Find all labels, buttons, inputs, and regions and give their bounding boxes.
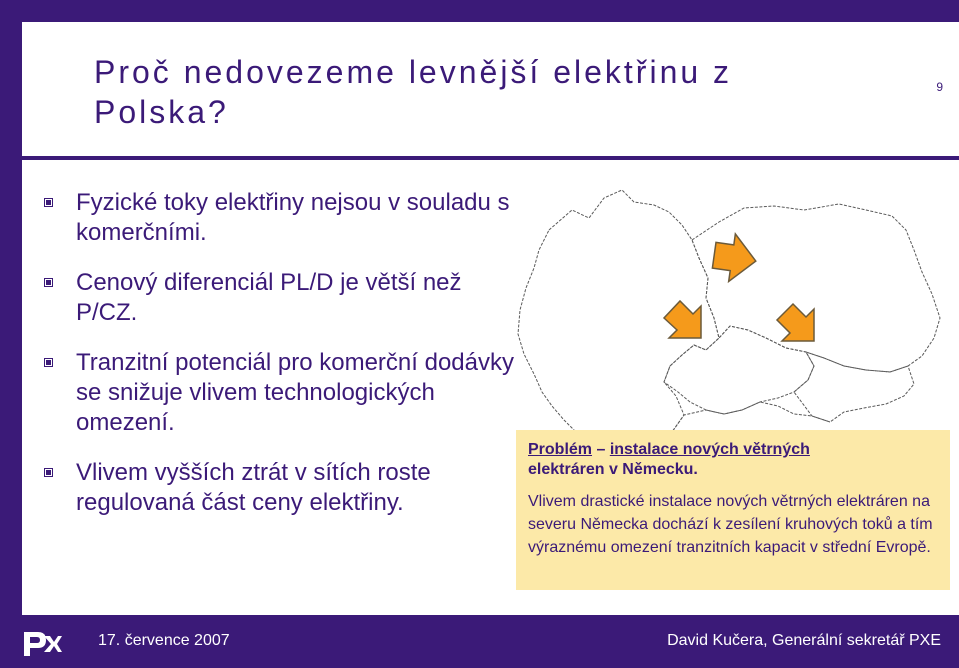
bullet-text: Tranzitní potenciál pro komerční dodávky se snižuje vlivem technologických omezení. — [76, 349, 514, 436]
slide-title: Proč nedovezeme levnější elektřinu z Polska? — [94, 54, 733, 130]
info-box-body: Vlivem drastické instalace nových větrných elektráren na severu Německa dochází k zesílení kruhových toků a tím výraznému omezení tranzitních kapacit v střední Evropě. — [528, 493, 933, 556]
info-heading-sep: – — [592, 441, 610, 458]
bullet-square-icon — [44, 278, 53, 287]
footer-author: David Kučera, Generální sekretář PXE — [667, 632, 941, 649]
info-heading-line2: elektráren v Německu. — [528, 461, 698, 478]
bullet-item — [40, 348, 520, 438]
bullet-square-icon — [44, 358, 53, 367]
central-europe-map — [494, 170, 959, 460]
poland-outline — [692, 204, 940, 372]
footer-date: 17. července 2007 — [98, 632, 230, 649]
pxe-logo-icon — [22, 630, 62, 658]
flow-arrow-icon — [664, 301, 701, 338]
content-area — [22, 160, 959, 615]
info-heading-prefix: Problém — [528, 441, 593, 458]
flow-arrow-icon — [711, 231, 759, 284]
bullet-text: Cenový diferenciál PL/D je větší než P/CZ. — [76, 269, 462, 326]
info-box — [516, 430, 950, 590]
bullet-item — [40, 268, 520, 328]
bullet-square-icon — [44, 198, 53, 207]
bullet-item — [40, 188, 520, 248]
title-area — [22, 22, 959, 156]
page-number: 9 — [936, 80, 943, 94]
bullet-text: Fyzické toky elektřiny nejsou v souladu s komerčními. — [76, 189, 510, 246]
flow-arrow-icon — [777, 304, 814, 341]
bullet-list — [40, 188, 520, 538]
bullet-item — [40, 458, 520, 518]
bullet-text: Vlivem vyšších ztrát v sítích roste regulovaná část ceny elektřiny. — [76, 459, 431, 516]
info-box-heading — [528, 440, 810, 480]
bullet-square-icon — [44, 468, 53, 477]
info-heading-underlined: instalace nových větrných — [609, 441, 810, 458]
footer — [0, 620, 959, 668]
slovakia-outline — [794, 352, 914, 422]
